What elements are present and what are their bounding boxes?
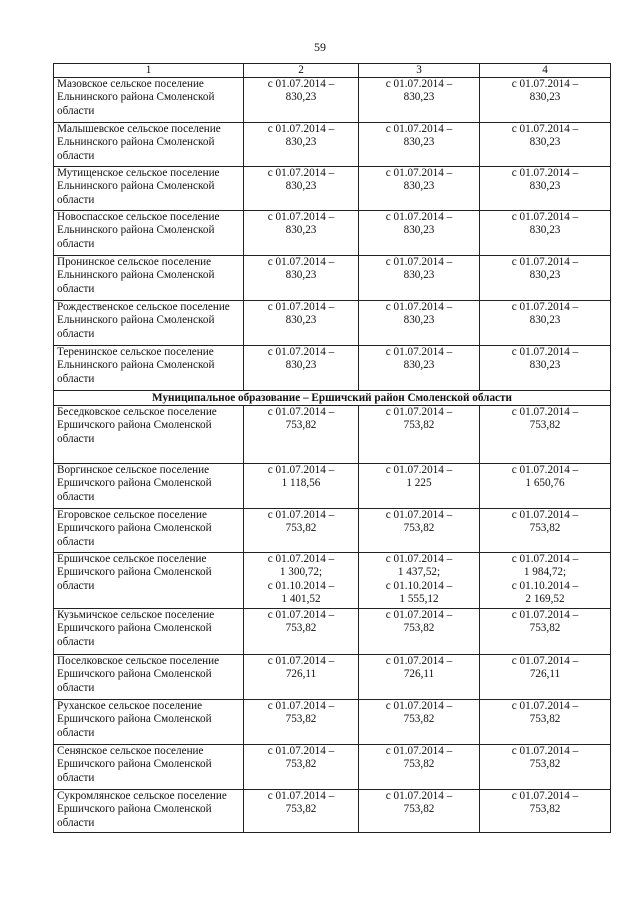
tariff-cell: с 01.07.2014 – 830,23 [244, 78, 359, 123]
tariff-cell: с 01.07.2014 – 753,82 [480, 509, 611, 553]
tariff-cell: с 01.07.2014 – 830,23 [359, 211, 480, 256]
tariff-cell: с 01.07.2014 – 753,82 [244, 790, 359, 833]
settlement-name: Кузьмичское сельское поселение Ершичского района Смоленской области [54, 609, 244, 655]
tariff-table [53, 63, 611, 833]
tariff-cell: с 01.07.2014 – 753,82 [480, 406, 611, 464]
settlement-name: Пронинское сельское поселение Ельнинского района Смоленской области [54, 256, 244, 301]
tariff-cell: с 01.07.2014 – 753,82 [244, 609, 359, 655]
settlement-name: Теренинское сельское поселение Ельнинского района Смоленской области [54, 346, 244, 391]
table-row [54, 78, 611, 123]
table-row [54, 346, 611, 391]
tariff-cell: с 01.07.2014 – 830,23 [244, 301, 359, 346]
settlement-name: Руханское сельское поселение Ершичского района Смоленской области [54, 700, 244, 745]
settlement-name: Егоровское сельское поселение Ершичского района Смоленской области [54, 509, 244, 553]
tariff-cell: с 01.07.2014 – 830,23 [480, 211, 611, 256]
table-row [54, 655, 611, 700]
table-header-row [54, 64, 611, 78]
section-title: Муниципальное образование – Ершичский район Смоленской области [54, 391, 611, 406]
table-row [54, 700, 611, 745]
tariff-cell: с 01.07.2014 – 753,82 [480, 609, 611, 655]
tariff-cell: с 01.07.2014 – 726,11 [480, 655, 611, 700]
table-row [54, 256, 611, 301]
settlement-name: Малышевское сельское поселение Ельнинского района Смоленской области [54, 123, 244, 167]
tariff-cell: с 01.07.2014 – 830,23 [244, 211, 359, 256]
tariff-cell: с 01.07.2014 – 753,82 [244, 406, 359, 464]
tariff-cell: с 01.07.2014 – 753,82 [244, 509, 359, 553]
settlement-name: Мутищенское сельское поселение Ельнинского района Смоленской области [54, 167, 244, 211]
table-row [54, 745, 611, 790]
tariff-cell: с 01.07.2014 – 830,23 [359, 301, 480, 346]
tariff-cell: с 01.07.2014 – 753,82 [359, 509, 480, 553]
tariff-cell: с 01.07.2014 – 753,82 [359, 745, 480, 790]
settlement-name: Поселковское сельское поселение Ершичского района Смоленской области [54, 655, 244, 700]
tariff-cell: с 01.07.2014 – 1 118,56 [244, 464, 359, 509]
column-header: 1 [54, 64, 244, 78]
tariff-cell: с 01.07.2014 – 753,82 [480, 745, 611, 790]
tariff-cell: с 01.07.2014 – 830,23 [480, 256, 611, 301]
tariff-cell: с 01.07.2014 – 1 437,52; с 01.10.2014 – 1 555,12 [359, 553, 480, 609]
tariff-cell: с 01.07.2014 – 830,23 [480, 123, 611, 167]
table-row [54, 123, 611, 167]
page-number: 59 [314, 40, 326, 54]
table-row [54, 167, 611, 211]
tariff-cell: с 01.07.2014 – 1 300,72; с 01.10.2014 – 1 401,52 [244, 553, 359, 609]
tariff-cell: с 01.07.2014 – 726,11 [359, 655, 480, 700]
settlement-name: Воргинское сельское поселение Ершичского района Смоленской области [54, 464, 244, 509]
table-row [54, 464, 611, 509]
column-header: 2 [244, 64, 359, 78]
tariff-cell: с 01.07.2014 – 830,23 [244, 123, 359, 167]
table-row [54, 553, 611, 609]
table-row [54, 211, 611, 256]
tariff-cell: с 01.07.2014 – 830,23 [359, 256, 480, 301]
tariff-cell: с 01.07.2014 – 830,23 [244, 256, 359, 301]
tariff-cell: с 01.07.2014 – 830,23 [359, 78, 480, 123]
tariff-cell: с 01.07.2014 – 753,82 [359, 406, 480, 464]
tariff-cell: с 01.07.2014 – 830,23 [480, 346, 611, 391]
settlement-name: Ершичское сельское поселение Ершичского района Смоленской области [54, 553, 244, 609]
tariff-cell: с 01.07.2014 – 830,23 [359, 123, 480, 167]
tariff-cell: с 01.07.2014 – 753,82 [244, 700, 359, 745]
tariff-cell: с 01.07.2014 – 1 650,76 [480, 464, 611, 509]
tariff-cell: с 01.07.2014 – 1 225 [359, 464, 480, 509]
tariff-cell: с 01.07.2014 – 830,23 [359, 346, 480, 391]
tariff-cell: с 01.07.2014 – 830,23 [480, 167, 611, 211]
tariff-cell: с 01.07.2014 – 753,82 [480, 700, 611, 745]
table-row [54, 406, 611, 464]
settlement-name: Мазовское сельское поселение Ельнинского района Смоленской области [54, 78, 244, 123]
tariff-cell: с 01.07.2014 – 1 984,72; с 01.10.2014 – 2 169,52 [480, 553, 611, 609]
settlement-name: Сукромлянское сельское поселение Ершичского района Смоленской области [54, 790, 244, 833]
settlement-name: Беседковское сельское поселение Ершичского района Смоленской области [54, 406, 244, 464]
tariff-cell: с 01.07.2014 – 830,23 [244, 346, 359, 391]
tariff-cell: с 01.07.2014 – 830,23 [480, 78, 611, 123]
tariff-cell: с 01.07.2014 – 830,23 [244, 167, 359, 211]
table-row [54, 790, 611, 833]
tariff-cell: с 01.07.2014 – 753,82 [359, 700, 480, 745]
tariff-cell: с 01.07.2014 – 753,82 [359, 609, 480, 655]
tariff-cell: с 01.07.2014 – 830,23 [359, 167, 480, 211]
table-row [54, 609, 611, 655]
column-header: 3 [359, 64, 480, 78]
settlement-name: Новоспасское сельское поселение Ельнинского района Смоленской области [54, 211, 244, 256]
table-row [54, 301, 611, 346]
tariff-cell: с 01.07.2014 – 830,23 [480, 301, 611, 346]
table-row [54, 509, 611, 553]
tariff-cell: с 01.07.2014 – 753,82 [359, 790, 480, 833]
tariff-cell: с 01.07.2014 – 753,82 [244, 745, 359, 790]
section-header-row [54, 391, 611, 406]
settlement-name: Рождественское сельское поселение Ельнинского района Смоленской области [54, 301, 244, 346]
column-header: 4 [480, 64, 611, 78]
settlement-name: Сенянское сельское поселение Ершичского района Смоленской области [54, 745, 244, 790]
tariff-cell: с 01.07.2014 – 726,11 [244, 655, 359, 700]
tariff-cell: с 01.07.2014 – 753,82 [480, 790, 611, 833]
